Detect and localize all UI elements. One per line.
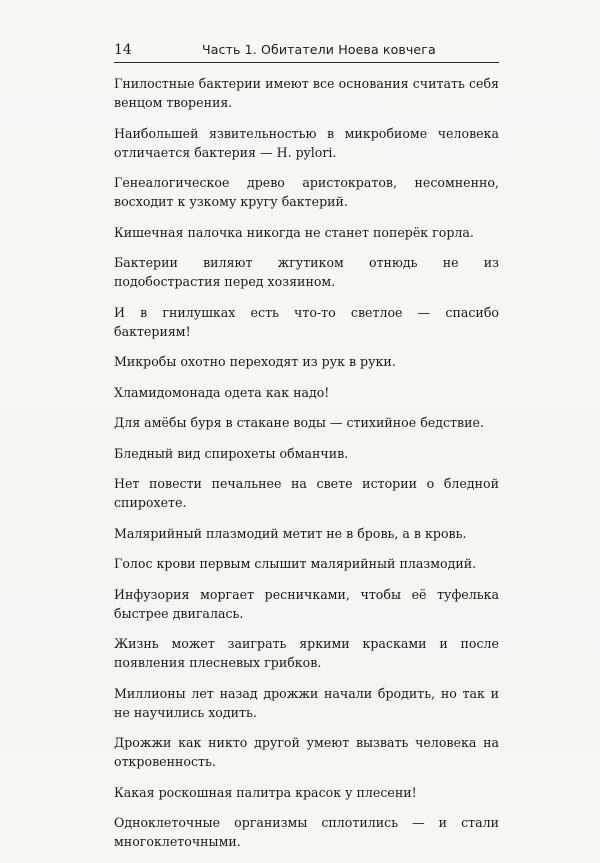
aphorism-paragraph: Нет повести печальнее на свете истории о бледной спирохете.	[114, 476, 499, 510]
aphorism-paragraph: Жизнь может заиграть яркими красками и после появления плесневых грибков.	[114, 636, 499, 670]
aphorism-paragraph: Микробы охотно переходят из рук в руки.	[114, 354, 396, 369]
aphorism-list	[114, 74, 499, 863]
aphorism-paragraph: Бактерии виляют жгутиком отнюдь не из подобострастия перед хозяином.	[114, 255, 499, 289]
page-number: 14	[114, 42, 132, 58]
aphorism-paragraph: Хламидомонада одета как надо!	[114, 384, 330, 400]
aphorism-paragraph: Для амёбы буря в стакане воды — стихийное бедствие.	[114, 415, 484, 430]
aphorism-paragraph: Малярийный плазмодий метит не в бровь, а в кровь.	[114, 525, 467, 541]
aphorism-paragraph: Наибольшей язвительностью в микробиоме человека отличается бактерия — H. pylori.	[114, 125, 499, 160]
running-header	[114, 40, 499, 63]
aphorism-paragraph: Инфузория моргает ресничками, чтобы её туфелька быстрее двигалась.	[114, 586, 499, 621]
running-title: Часть 1. Обитатели Ноева ковчега	[202, 42, 436, 57]
aphorism-paragraph: Голос крови первым слышит малярийный плазмодий.	[114, 556, 477, 571]
aphorism-paragraph: Бледный вид спирохеты обманчив.	[114, 445, 349, 461]
aphorism-paragraph: Кишечная палочка никогда не станет поперёк горла.	[114, 224, 474, 240]
aphorism-paragraph: Миллионы лет назад дрожжи начали бродить, но так и не научились ходить.	[114, 685, 499, 720]
aphorism-paragraph: Гнилостные бактерии имеют все основания считать себя венцом творения.	[114, 76, 499, 110]
aphorism-paragraph: Дрожжи как никто другой умеют вызвать человека на откровенность.	[114, 735, 499, 769]
aphorism-paragraph: Генеалогическое древо аристократов, несомненно, восходит к узкому кругу бактерий.	[114, 175, 499, 209]
aphorism-paragraph: И в гнилушках есть что-то светлое — спасибо бактериям!	[114, 304, 499, 339]
aphorism-paragraph: Какая роскошная палитра красок у плесени!	[114, 784, 417, 800]
aphorism-paragraph: Одноклеточные организмы сплотились — и стали многоклеточными.	[114, 815, 499, 849]
